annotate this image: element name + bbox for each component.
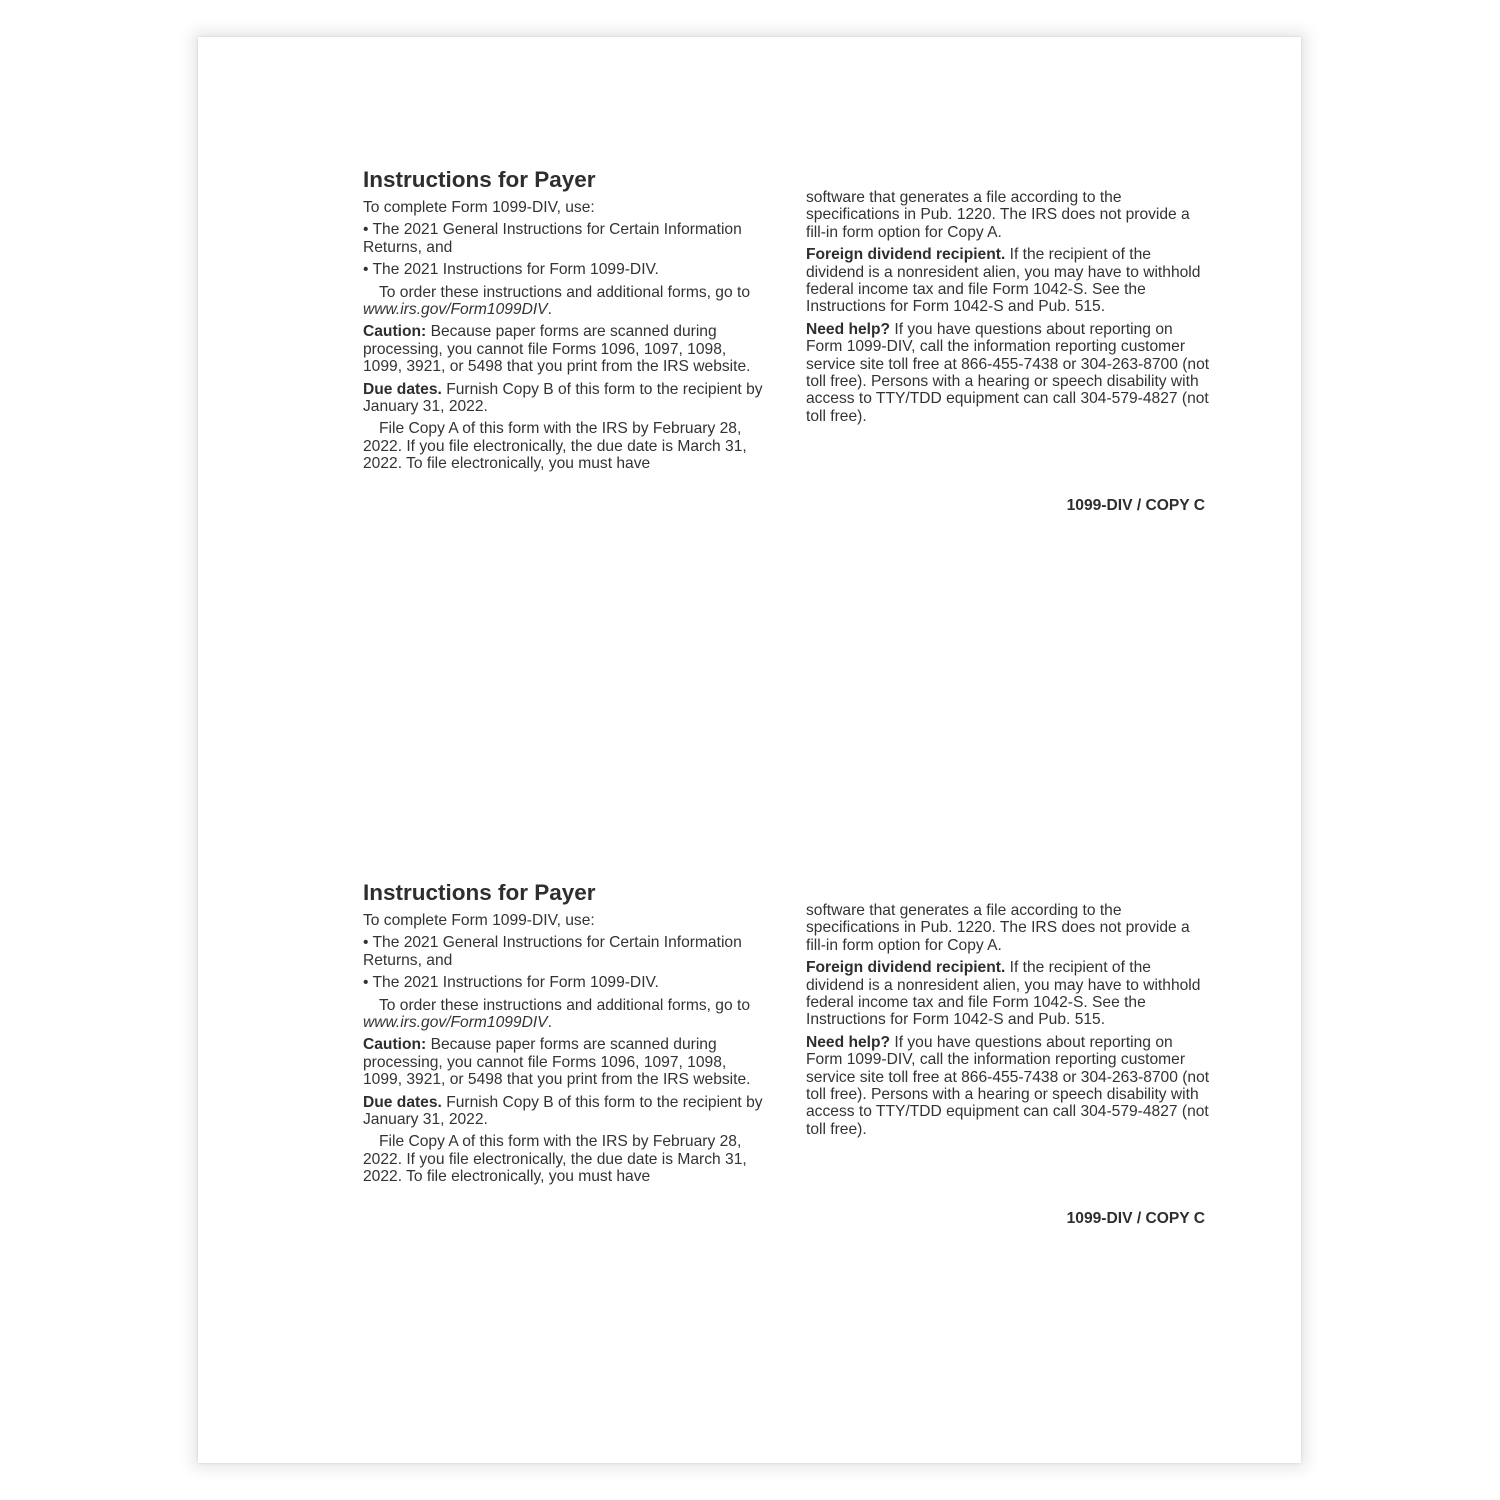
instructions-block-top xyxy=(363,167,1209,527)
need-help-paragraph: Need help? If you have questions about reporting on Form 1099-DIV, call the information reporting customer service site toll free at 866-455-7438 or 304-263-8700 (not toll free). Persons with a hearing or speech disability with access to TTY/TDD equipment can call 304-579-4827 (not toll free). xyxy=(806,320,1210,425)
right-column xyxy=(806,902,1211,1143)
software-paragraph: software that generates a file according to the specifications in Pub. 1220. The IRS does not provide a fill-in form option for Copy A. xyxy=(806,189,1190,241)
bullet-general-instructions: • The 2021 General Instructions for Certain Information Returns, and xyxy=(363,934,742,969)
software-paragraph: software that generates a file according to the specifications in Pub. 1220. The IRS does not provide a fill-in form option for Copy A. xyxy=(806,902,1190,954)
intro-text: To complete Form 1099-DIV, use: xyxy=(363,912,595,929)
need-help-paragraph: Need help? If you have questions about reporting on Form 1099-DIV, call the information reporting customer service site toll free at 866-455-7438 or 304-263-8700 (not toll free). Persons with a hearing or speech disability with access to TTY/TDD equipment can call 304-579-4827 (not toll free). xyxy=(806,1033,1210,1138)
irs-link[interactable]: www.irs.gov/Form1099DIV xyxy=(363,301,548,319)
bullet-form-instructions: • The 2021 Instructions for Form 1099-DIV. xyxy=(363,974,659,992)
due-dates-paragraph: Due dates. Furnish Copy B of this form to the recipient by January 31, 2022. xyxy=(363,1093,763,1129)
section-title: Instructions for Payer xyxy=(363,167,596,192)
order-paragraph: To order these instructions and additional forms, go to www.irs.gov/Form1099DIV. xyxy=(363,996,750,1032)
caution-paragraph: Caution: Because paper forms are scanned during processing, you cannot file Forms 1096, 1097, 1098, 1099, 3921, or 5498 that you print from the IRS website. xyxy=(363,1036,751,1089)
instructions-block-bottom xyxy=(363,880,1209,1240)
caution-paragraph: Caution: Because paper forms are scanned during processing, you cannot file Forms 1096, 1097, 1098, 1099, 3921, or 5498 that you print from the IRS website. xyxy=(363,323,751,376)
left-column xyxy=(363,167,768,478)
copy-label: 1099-DIV / COPY C xyxy=(1066,1210,1205,1227)
foreign-recipient-paragraph: Foreign dividend recipient. If the recipient of the dividend is a nonresident alien, you may have to withhold federal income tax and file Form 1042-S. See the Instructions for Form 1042-S and Pub. 515. xyxy=(806,959,1201,1029)
right-column xyxy=(806,189,1211,430)
order-paragraph: To order these instructions and additional forms, go to www.irs.gov/Form1099DIV. xyxy=(363,283,750,319)
section-title: Instructions for Payer xyxy=(363,880,596,905)
file-copy-paragraph: File Copy A of this form with the IRS by February 28, 2022. If you file electronically, the due date is March 31, 2022. To file electronically, you must have xyxy=(363,420,747,473)
left-column xyxy=(363,880,768,1191)
intro-text: To complete Form 1099-DIV, use: xyxy=(363,199,595,216)
foreign-recipient-paragraph: Foreign dividend recipient. If the recipient of the dividend is a nonresident alien, you may have to withhold federal income tax and file Form 1042-S. See the Instructions for Form 1042-S and Pub. 515. xyxy=(806,246,1201,316)
due-dates-paragraph: Due dates. Furnish Copy B of this form to the recipient by January 31, 2022. xyxy=(363,380,763,416)
bullet-form-instructions: • The 2021 Instructions for Form 1099-DIV. xyxy=(363,261,659,279)
irs-link[interactable]: www.irs.gov/Form1099DIV xyxy=(363,1014,548,1032)
copy-label: 1099-DIV / COPY C xyxy=(1066,497,1205,514)
file-copy-paragraph: File Copy A of this form with the IRS by February 28, 2022. If you file electronically, the due date is March 31, 2022. To file electronically, you must have xyxy=(363,1133,747,1186)
bullet-general-instructions: • The 2021 General Instructions for Certain Information Returns, and xyxy=(363,221,742,256)
